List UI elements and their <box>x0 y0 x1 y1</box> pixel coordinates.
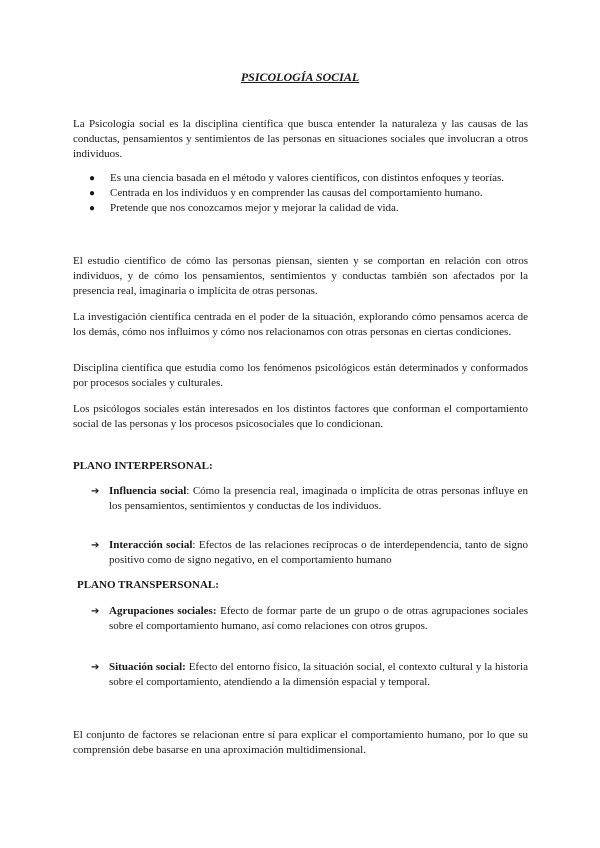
list-item: ● Centrada en los individuos y en comprender las causas del comportamiento humano. <box>89 187 483 199</box>
list-item <box>91 660 528 690</box>
arrow-right-icon: ➔ <box>91 662 100 673</box>
arrow-right-icon: ➔ <box>91 540 100 551</box>
item-term: Interacción social <box>109 539 193 551</box>
bullet-icon: ● <box>89 173 96 184</box>
item-term: Situación social: <box>109 661 186 673</box>
paragraph-psychologists: Los psicólogos sociales están interesados en los distintos factores que conforman el comportamiento social de las personas y los procesos psicosociales que lo condicionan. <box>73 403 528 430</box>
interpersonal-heading: PLANO INTERPERSONAL: <box>73 460 213 472</box>
list-item: ● Pretende que nos conozcamos mejor y mejorar la calidad de vida. <box>89 202 399 214</box>
bullet-icon: ● <box>89 188 96 199</box>
transpersonal-heading: PLANO TRANSPERSONAL: <box>77 579 219 591</box>
paragraph-discipline: Disciplina científica que estudia como los fenómenos psicológicos están determinados y conformados por procesos sociales y culturales. <box>73 362 528 389</box>
item-term: Influencia social <box>109 485 187 497</box>
intro-paragraph: La Psicología social es la disciplina científica que busca entender la naturaleza y las causas de las conductas, pensamientos y sentimientos de las personas en situaciones sociales que involucran a otros individuos. <box>73 118 528 160</box>
list-item <box>91 538 528 568</box>
item-text: Efecto de formar parte de un grupo o de otras agrupaciones sociales sobre el comportamiento humano, así como relaciones con otros grupos. <box>109 605 528 632</box>
item-term: Agrupaciones sociales: <box>109 605 217 617</box>
list-item <box>91 484 528 514</box>
paragraph-research: La investigación científica centrada en el poder de la situación, explorando cómo pensamos acerca de los demás, cómo nos influimos y cómo nos relacionamos con otras personas en ciertas condiciones. <box>73 311 528 338</box>
page-title: PSICOLOGÍA SOCIAL <box>240 70 360 84</box>
bullet-icon: ● <box>89 203 96 214</box>
arrow-right-icon: ➔ <box>91 606 100 617</box>
conclusion-paragraph: El conjunto de factores se relacionan entre sí para explicar el comportamiento humano, por lo que su comprensión debe basarse en una aproximación multidimensional. <box>73 729 528 756</box>
item-text: : Efectos de las relaciones recíprocas o de interdependencia, tanto de signo positivo como de signo negativo, en el comportamiento humano <box>109 539 528 566</box>
list-item <box>91 604 528 634</box>
list-item: ● Es una ciencia basada en el método y valores científicos, con distintos enfoques y teorías. <box>89 172 505 184</box>
item-text: Efecto del entorno físico, la situación social, el contexto cultural y la historia sobre el comportamiento, atendiendo a la dimensión espacial y temporal. <box>109 661 528 688</box>
item-text: : Cómo la presencia real, imaginada o implícita de otras personas influye en los pensamientos, sentimientos y conductas de los individuos. <box>109 485 528 512</box>
paragraph-study: El estudio científico de cómo las personas piensan, sienten y se comportan en relación con otros individuos, y de cómo los pensamientos, sentimientos y conductas también son afectados por la presencia real, imaginaria o implícita de otras personas. <box>73 255 528 297</box>
bullet-list <box>73 171 528 216</box>
arrow-right-icon: ➔ <box>91 486 100 497</box>
